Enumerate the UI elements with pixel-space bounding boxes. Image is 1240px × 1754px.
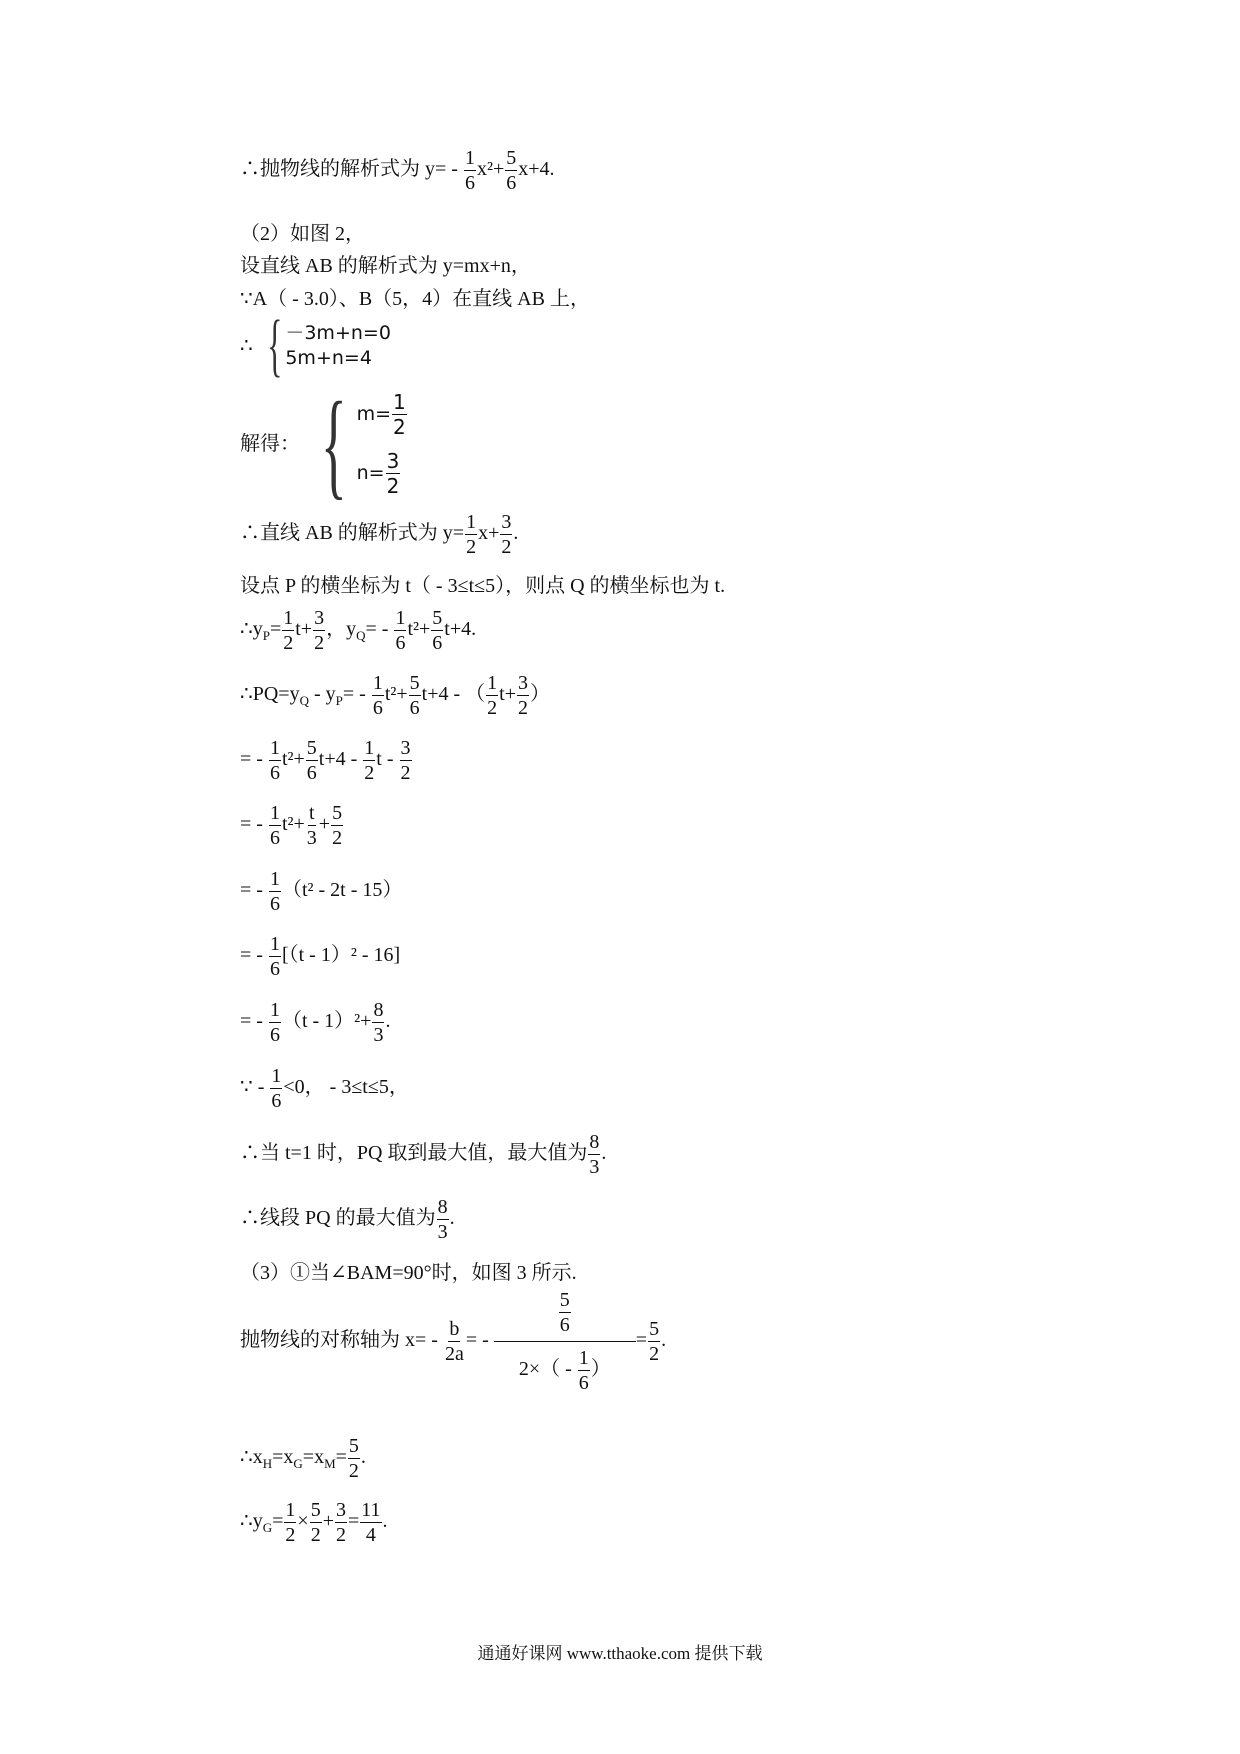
text-line: ∵A（ - 3.0）、B（5，4）在直线 AB 上，	[240, 288, 590, 310]
solution-system: 解得： { m= $\frac{1}{2}$ n= $\frac{3}{2}$	[240, 377, 406, 510]
formula-line: ∴直线 AB 的解析式为 y= $\frac{1}{2}$ x+ $\frac{3}{2}$ .	[240, 511, 519, 558]
formula-line: ∵ - $\frac{1}{6}$ <0， - 3≤t≤5，	[240, 1065, 409, 1112]
formula-line: = - $\frac{1}{6}$ t²+ $\frac{t}{3}$ + $\frac{5}{2}$	[240, 802, 343, 849]
formula-line: = - $\frac{1}{6}$ [（t - 1）² - 16]	[240, 933, 401, 980]
formula-line: = - $\frac{1}{6}$ （t² - 2t - 15）	[240, 868, 403, 915]
text-line: （3）①当∠BAM=90°时，如图 3 所示.	[240, 1262, 577, 1284]
text-line: 设点 P 的横坐标为 t（ - 3≤t≤5），则点 Q 的横坐标也为 t.	[240, 575, 726, 597]
formula-line: ∴抛物线的解析式为 y= - $\frac{1}{6}$ x²+ $\frac{5}{6}$ x+4.	[240, 147, 555, 194]
page-footer: 通通好课网 www.tthaoke.com 提供下载	[477, 1644, 763, 1663]
formula-line: 抛物线的对称轴为 x= - $\frac{b}{2a}$ = - $\frac{5}{6}$ 2×（ - $\frac{1}{6}$ ） = $\frac{5}{2}$ .	[240, 1289, 667, 1394]
formula-line: $\therefore y_G=$ $\frac{1}{2}$ × $\frac{5}{2}$ + $\frac{3}{2}$ = $\frac{11}{4}$ .	[240, 1499, 388, 1546]
formula-line: = - $\frac{1}{6}$ （t - 1）²+ $\frac{8}{3}$ .	[240, 999, 391, 1046]
text-line: 设直线 AB 的解析式为 y=mx+n，	[240, 255, 531, 277]
formula-line: = - $\frac{1}{6}$ t²+ $\frac{5}{6}$ t+4 - $\frac{1}{2}$ t - $\frac{3}{2}$	[240, 737, 411, 784]
text-line: （2）如图 2，	[240, 223, 365, 245]
equation-system: ∴ { －3m+n=0 5m+n=4	[240, 307, 391, 384]
formula-line: $\therefore y_P=$ $\frac{1}{2}$ t+ $\frac{3}{2}$ ，$y_Q=$ - $\frac{1}{6}$ t²+ $\frac{5}{6}$ t+4.	[240, 607, 477, 654]
formula-line: ∴线段 PQ 的最大值为 $\frac{8}{3}$ .	[240, 1196, 455, 1243]
formula-line: ∴当 t=1 时，PQ 取到最大值，最大值为 $\frac{8}{3}$ .	[240, 1131, 607, 1178]
left-brace: {	[320, 377, 347, 510]
formula-line: $\therefore x_H=x_G=x_M=$ $\frac{5}{2}$ .	[240, 1435, 366, 1482]
left-brace: {	[266, 307, 283, 384]
formula-line: $\therefore PQ=y_Q - y_P=$ - $\frac{1}{6}$ t²+ $\frac{5}{6}$ t+4 - （ $\frac{1}{2}$ t+ $\frac{3}{2}$ ）	[240, 672, 551, 719]
